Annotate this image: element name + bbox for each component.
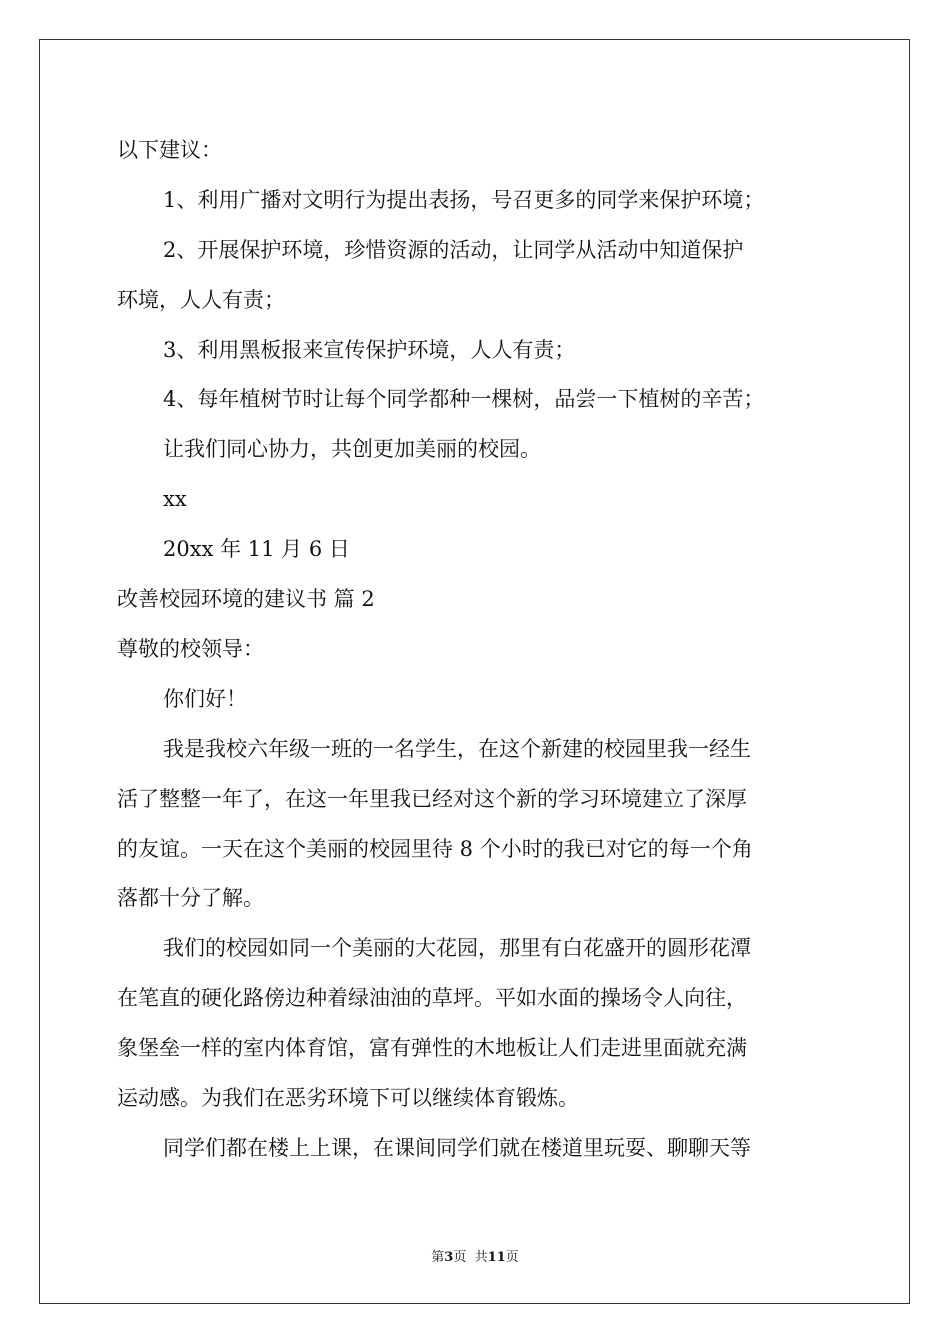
text-line: 环境，人人有责；	[117, 288, 285, 312]
page-border	[39, 39, 910, 1304]
text-line: 3、利用黑板报来宣传保护环境，人人有责；	[163, 338, 576, 362]
text-line: 改善校园环境的建议书 篇 2	[117, 587, 375, 611]
text-line: 我们的校园如同一个美丽的大花园，那里有白花盛开的圆形花潭	[163, 936, 751, 960]
text-line: 1、利用广播对文明行为提出表扬，号召更多的同学来保护环境；	[163, 188, 765, 212]
text-line: xx	[163, 487, 187, 511]
text-line: 的友谊。一天在这个美丽的校园里待 8 个小时的我已对它的每一个角	[117, 837, 753, 861]
footer-page-number: 3	[444, 1250, 454, 1265]
text-line: 同学们都在楼上上课，在课间同学们就在楼道里玩耍、聊聊天等	[163, 1136, 751, 1160]
text-line: 你们好！	[163, 687, 247, 711]
text-line: 活了整整一年了，在这一年里我已经对这个新的学习环境建立了深厚	[117, 787, 747, 811]
text-line: 以下建议：	[117, 138, 222, 162]
footer-mid: 页 共	[453, 1250, 488, 1265]
text-line: 让我们同心协力，共创更加美丽的校园。	[163, 437, 541, 461]
footer-prefix: 第	[431, 1250, 445, 1265]
page-footer	[0, 1246, 950, 1265]
text-line: 4、每年植树节时让每个同学都种一棵树，品尝一下植树的辛苦；	[163, 387, 765, 411]
text-line: 象堡垒一样的室内体育馆，富有弹性的木地板让人们走进里面就充满	[117, 1036, 747, 1060]
text-line: 我是我校六年级一班的一名学生，在这个新建的校园里我一经生	[163, 737, 751, 761]
text-line: 2、开展保护环境，珍惜资源的活动，让同学从活动中知道保护	[163, 238, 744, 262]
text-line: 落都十分了解。	[117, 886, 264, 910]
text-line: 运动感。为我们在恶劣环境下可以继续体育锻炼。	[117, 1086, 579, 1110]
text-line: 尊敬的校领导：	[117, 637, 264, 661]
footer-suffix: 页	[505, 1250, 519, 1265]
footer-total-pages: 11	[487, 1250, 506, 1265]
text-line: 在笔直的硬化路傍边种着绿油油的草坪。平如水面的操场令人向往，	[117, 986, 747, 1010]
text-line: 20xx 年 11 月 6 日	[163, 537, 350, 561]
